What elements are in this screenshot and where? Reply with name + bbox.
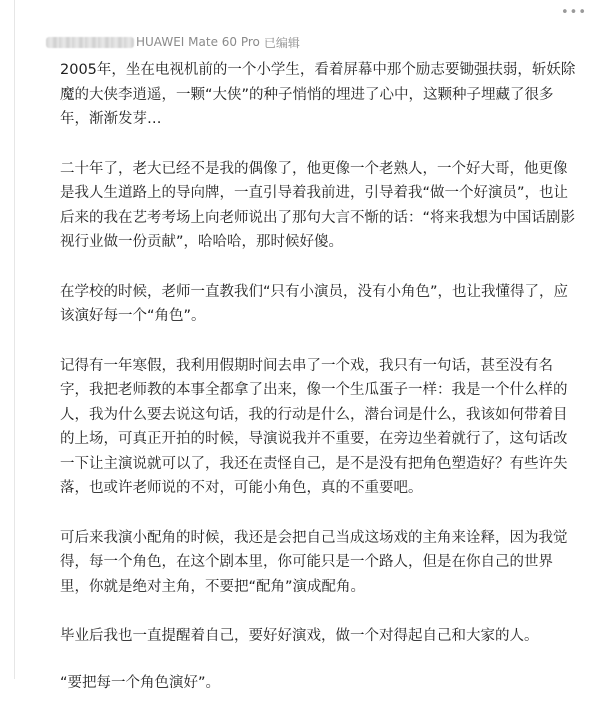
more-dots-icon[interactable]: •••: [560, 5, 587, 20]
paragraph: 毕业后我也一直提醒着自己，要好好演戏，做一个对得起自己和大家的人。: [60, 628, 539, 644]
device-label: HUAWEI Mate 60 Pro: [136, 35, 260, 49]
paragraph: 2005年，坐在电视机前的一个小学生，看着屏幕中那个励志要锄强扶弱，斩妖除魔的大侠李逍遥，一颗“大侠”的种子悄悄的埋进了心中，这颗种子埋藏了很多年，渐渐发芽…: [60, 62, 576, 127]
paragraph: 可后来我演小配角的时候，我还是会把自己当成这场戏的主角来诠释，因为我觉得，每一个角色，在这个剧本里，你可能只是一个路人，但是在你自己的世界里，你就是绝对主角，不要把“配角”演成配角。: [60, 529, 568, 595]
post-header: [46, 33, 300, 51]
paragraph: “要把每一个角色演好”。: [60, 674, 221, 691]
post-body: [60, 58, 576, 720]
edited-label: 已编辑: [263, 35, 300, 50]
paragraph: 记得有一年寒假，我利用假期时间去串了一个戏，我只有一句话，甚至没有名字，我把老师教的本事全都拿了出来，像一个生瓜蛋子一样：我是一个什么样的人，我为什么要去说这句话，我的行动是什么，潜台词是什么，我该如何带着目的上场，可真正开拍的时候，导演说我并不重要，在旁边坐着就行了，这句话改一下让主演说就可以了，我还在责怪自己，是不是没有把角色塑造好？有些许失落，也或许老师说的不对，可能小角色，真的不重要吧。: [60, 357, 568, 496]
paragraph: 二十年了，老大已经不是我的偶像了，他更像一个老熟人，一个好大哥，他更像是我人生道路上的导向牌，一直引导着我前进，引导着我“做一个好演员”，也让后来的我在艺考考场上向老师说出了那句大言不惭的话：“将来我想为中国话剧影视行业做一份贡献”，哈哈哈，那时候好傻。: [60, 160, 576, 250]
blurred-username: [46, 37, 134, 48]
paragraph: 在学校的时候，老师一直教我们“只有小演员，没有小角色”，也让我懂得了，应该演好每一个“角色”。: [60, 283, 569, 324]
